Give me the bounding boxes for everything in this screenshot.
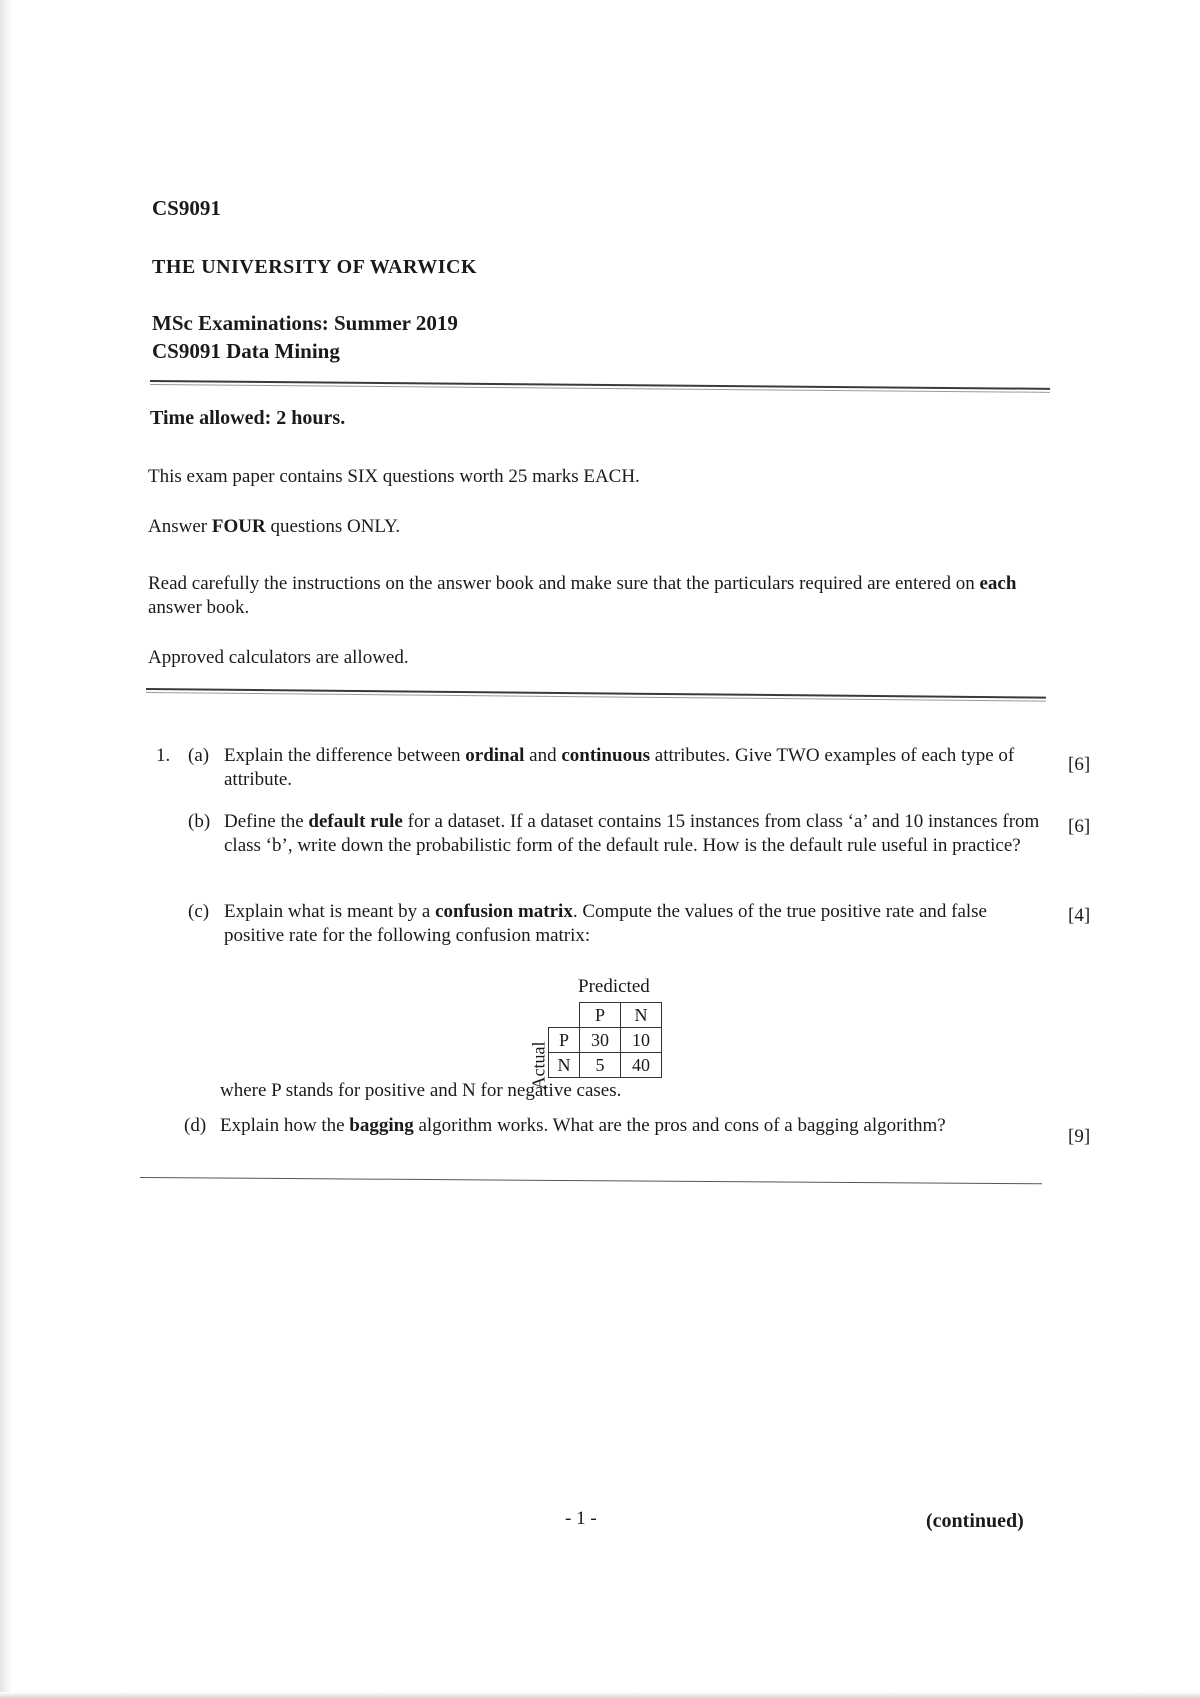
continued-label: (continued) [926,1510,1024,1532]
cm-row [549,1028,662,1053]
term-ordinal: ordinal [465,745,525,766]
term-default-rule: default rule [308,811,403,832]
cm-cell: 5 [580,1053,621,1078]
cm-header-row [549,1003,662,1028]
exam-heading [152,309,458,365]
divider-bottom [140,1177,1042,1186]
marks-a: [6] [1068,754,1091,775]
term-bagging: bagging [349,1115,414,1136]
scan-edge-bottom [0,1692,1200,1698]
questions-info: This exam paper contains SIX questions worth 25 marks EACH. [148,466,640,487]
term-confusion-matrix: confusion matrix [435,901,573,922]
read-instruction [148,572,1058,620]
calculators-note: Approved calculators are allowed. [148,647,409,668]
course-code: CS9091 [152,196,221,220]
text-run: Explain what is meant by a [224,901,436,922]
time-allowed: Time allowed: 2 hours. [150,407,346,429]
answer-post: questions ONLY. [265,516,401,537]
university-name: THE UNIVERSITY OF WARWICK [152,256,477,278]
read-emphasis: each [979,573,1017,594]
part-label: (d) [184,1115,207,1136]
cm-cell: 10 [621,1028,662,1053]
course-title: CS9091 Data Mining [152,339,340,363]
text-run: for a dataset. If a dataset contains 15 instances from class ‘a’ and 10 instances from class ‘b’, write down the probabilistic form of the default rule. How is the default rule useful in practice? [224,811,1040,856]
cm-corner [549,1003,580,1028]
read-post: answer book. [148,597,250,618]
part-label: (a) [188,745,210,766]
answer-count: FOUR [211,516,266,537]
cm-col-header: P [580,1003,621,1028]
text-run: and [524,745,562,766]
divider-middle [146,688,1046,702]
term-continuous: continuous [561,745,651,766]
marks-d: [9] [1068,1126,1091,1147]
part-text [220,1114,1040,1138]
part-text [224,744,1044,792]
marks-b: [6] [1068,816,1091,837]
text-run: attributes. Give TWO examples of each type of attribute. [224,745,1015,790]
cm-predicted-label: Predicted [578,976,650,997]
question-number: 1. [156,745,171,766]
part-text [224,810,1044,858]
cm-actual-label: Actual [528,1041,549,1090]
text-run: Define the [224,811,309,832]
answer-pre: Answer [148,516,212,537]
cm-row-header: P [549,1028,580,1053]
answer-instruction [148,515,1048,539]
cm-note: where P stands for positive and N for negative cases. [220,1080,622,1101]
read-pre: Read carefully the instructions on the answer book and make sure that the particulars required are entered on [148,573,980,594]
text-run: . Compute the values of the true positive rate and false positive rate for the following confusion matrix: [224,901,987,946]
part-label: (c) [188,901,210,922]
text-run: algorithm works. What are the pros and cons of a bagging algorithm? [413,1115,946,1136]
page-number: - 1 - [565,1508,597,1529]
exam-title: MSc Examinations: Summer 2019 [152,311,458,335]
cm-row [549,1053,662,1078]
cm-row-header: N [549,1053,580,1078]
part-text [224,900,1044,948]
confusion-matrix-table [548,1002,662,1078]
divider-top [150,380,1050,393]
cm-cell: 30 [580,1028,621,1053]
text-run: Explain the difference between [224,745,466,766]
marks-c: [4] [1068,905,1091,926]
cm-cell: 40 [621,1053,662,1078]
cm-col-header: N [621,1003,662,1028]
scan-edge [0,0,12,1698]
text-run: Explain how the [220,1115,350,1136]
part-label: (b) [188,811,211,832]
